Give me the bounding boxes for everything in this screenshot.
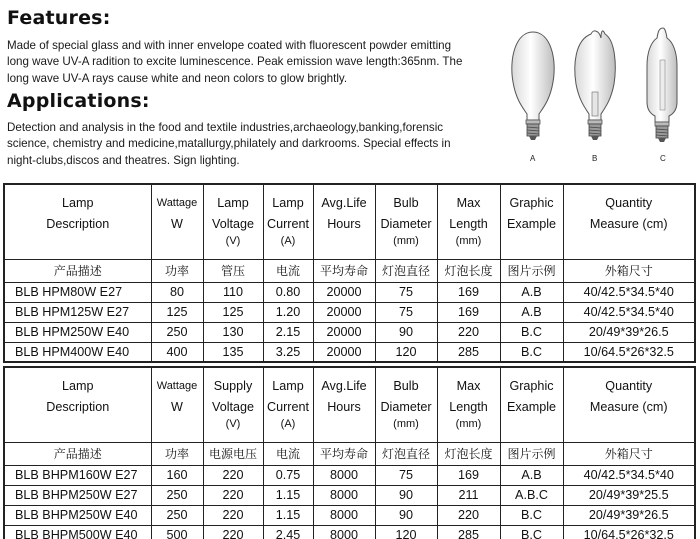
- cn-header-cell: 图片示例: [500, 259, 563, 282]
- bulb-a-icon: [512, 32, 554, 163]
- cell-graphic: A.B: [500, 302, 563, 322]
- cell-wattage: 160: [151, 465, 203, 485]
- features-line: Made of special glass and with inner envelope coated with fluorescent powder emitting: [7, 39, 452, 52]
- header-avg-life: Avg.Life Hours: [313, 367, 375, 442]
- cell-graphic: A.B: [500, 282, 563, 302]
- cell-graphic: B.C: [500, 525, 563, 539]
- features-line: long wave UV-A radition to excite luminescence. Peak emission wave length:365nm. The: [7, 55, 463, 69]
- cn-header-cell: 产品描述: [4, 442, 151, 465]
- cell-current: 1.20: [263, 302, 313, 322]
- cell-voltage: 220: [203, 525, 263, 539]
- cell-avg-life: 20000: [313, 322, 375, 342]
- header-graphic-example: Graphic Example: [500, 184, 563, 259]
- cell-diameter: 75: [375, 465, 437, 485]
- applications-line: Detection and analysis in the food and textile industries,archaeology,banking,forensic: [7, 121, 444, 134]
- header-lamp-description: Lamp Description: [4, 367, 151, 442]
- bulb-c-label: C: [660, 154, 666, 163]
- cn-header-cell: 功率: [151, 259, 203, 282]
- cn-header-cell: 图片示例: [500, 442, 563, 465]
- cell-length: 211: [437, 485, 500, 505]
- cell-voltage: 220: [203, 485, 263, 505]
- cell-current: 0.75: [263, 465, 313, 485]
- cell-quantity: 40/42.5*34.5*40: [563, 302, 695, 322]
- table-header-row: [4, 184, 695, 259]
- cell-quantity: 20/49*39*25.5: [563, 485, 695, 505]
- hpm-spec-table: [3, 183, 696, 363]
- header-lamp-voltage: Lamp Voltage (V): [203, 184, 263, 259]
- header-bulb-diameter: Bulb Diameter (mm): [375, 367, 437, 442]
- cell-voltage: 130: [203, 322, 263, 342]
- cell-length: 285: [437, 525, 500, 539]
- bulb-b-icon: [575, 31, 615, 163]
- table-row: [4, 465, 695, 485]
- cell-description: BLB BHPM500W E40: [4, 525, 151, 539]
- cell-voltage: 110: [203, 282, 263, 302]
- header-quantity-measure: Quantity Measure (cm): [563, 367, 695, 442]
- cn-header-cell: 灯泡长度: [437, 259, 500, 282]
- cn-header-cell: 管压: [203, 259, 263, 282]
- table-header-row: [4, 367, 695, 442]
- cell-quantity: 10/64.5*26*32.5: [563, 525, 695, 539]
- cell-wattage: 500: [151, 525, 203, 539]
- cell-description: BLB BHPM250W E40: [4, 505, 151, 525]
- header-supply-voltage: Supply Voltage (V): [203, 367, 263, 442]
- table-row: [4, 485, 695, 505]
- cell-wattage: 400: [151, 342, 203, 362]
- cell-quantity: 20/49*39*26.5: [563, 505, 695, 525]
- cell-avg-life: 20000: [313, 282, 375, 302]
- cell-voltage: 125: [203, 302, 263, 322]
- cn-header-cell: 外箱尺寸: [563, 259, 695, 282]
- cell-avg-life: 8000: [313, 525, 375, 539]
- cell-voltage: 220: [203, 465, 263, 485]
- cell-avg-life: 8000: [313, 465, 375, 485]
- header-bulb-diameter: Bulb Diameter (mm): [375, 184, 437, 259]
- cn-header-cell: 电流: [263, 259, 313, 282]
- cell-wattage: 250: [151, 485, 203, 505]
- cell-diameter: 120: [375, 342, 437, 362]
- cell-quantity: 10/64.5*26*32.5: [563, 342, 695, 362]
- cell-wattage: 250: [151, 322, 203, 342]
- cell-graphic: A.B: [500, 465, 563, 485]
- cell-graphic: B.C: [500, 342, 563, 362]
- table-row: [4, 342, 695, 362]
- cell-quantity: 20/49*39*26.5: [563, 322, 695, 342]
- applications-text: [7, 120, 497, 169]
- bulb-b-label: B: [592, 154, 598, 163]
- cell-length: 285: [437, 342, 500, 362]
- features-text: [7, 38, 497, 87]
- cn-header-cell: 外箱尺寸: [563, 442, 695, 465]
- cell-voltage: 135: [203, 342, 263, 362]
- header-max-length: Max Length (mm): [437, 184, 500, 259]
- cn-header-cell: 平均寿命: [313, 259, 375, 282]
- cell-description: BLB HPM80W E27: [4, 282, 151, 302]
- cell-current: 0.80: [263, 282, 313, 302]
- applications-heading: Applications:: [7, 90, 150, 112]
- cn-header-cell: 产品描述: [4, 259, 151, 282]
- cell-graphic: B.C: [500, 505, 563, 525]
- header-wattage: Wattage W: [151, 367, 203, 442]
- cell-avg-life: 8000: [313, 485, 375, 505]
- cn-header-cell: 平均寿命: [313, 442, 375, 465]
- bulb-illustrations: [505, 20, 695, 170]
- cell-description: BLB HPM250W E40: [4, 322, 151, 342]
- cell-wattage: 80: [151, 282, 203, 302]
- header-lamp-current: Lamp Current (A): [263, 367, 313, 442]
- cell-length: 220: [437, 322, 500, 342]
- table-row: [4, 322, 695, 342]
- cn-header-cell: 电源电压: [203, 442, 263, 465]
- cell-graphic: B.C: [500, 322, 563, 342]
- features-line: long wave UV-A rays cause white and neon colors to glow brightly.: [7, 71, 348, 85]
- cn-header-cell: 灯泡直径: [375, 442, 437, 465]
- header-avg-life: Avg.Life Hours: [313, 184, 375, 259]
- header-quantity-measure: Quantity Measure (cm): [563, 184, 695, 259]
- applications-line: science, chemistry and medicine,matallurgy,philately and darkrooms. Special effects in: [7, 137, 451, 151]
- cell-current: 3.25: [263, 342, 313, 362]
- cell-quantity: 40/42.5*34.5*40: [563, 282, 695, 302]
- applications-line: night-clubs,discos and theatres. Sign lighting.: [7, 153, 240, 167]
- table-row: [4, 302, 695, 322]
- cell-current: 2.45: [263, 525, 313, 539]
- cell-voltage: 220: [203, 505, 263, 525]
- cell-diameter: 75: [375, 282, 437, 302]
- cell-length: 220: [437, 505, 500, 525]
- cell-diameter: 90: [375, 322, 437, 342]
- cell-avg-life: 20000: [313, 302, 375, 322]
- header-lamp-description: Lamp Description: [4, 184, 151, 259]
- table-header-cn-row: [4, 442, 695, 465]
- features-heading: Features:: [7, 7, 111, 29]
- table-row: [4, 505, 695, 525]
- table-row: [4, 525, 695, 539]
- bulb-a-label: A: [530, 154, 536, 163]
- cell-length: 169: [437, 465, 500, 485]
- cell-diameter: 120: [375, 525, 437, 539]
- header-wattage: Wattage W: [151, 184, 203, 259]
- cell-wattage: 125: [151, 302, 203, 322]
- table-header-cn-row: [4, 259, 695, 282]
- cell-current: 1.15: [263, 505, 313, 525]
- cn-header-cell: 功率: [151, 442, 203, 465]
- cell-graphic: A.B.C: [500, 485, 563, 505]
- header-lamp-current: Lamp Current (A): [263, 184, 313, 259]
- cell-length: 169: [437, 282, 500, 302]
- cell-diameter: 75: [375, 302, 437, 322]
- cell-avg-life: 8000: [313, 505, 375, 525]
- cn-header-cell: 灯泡长度: [437, 442, 500, 465]
- bulb-c-icon: [647, 28, 677, 163]
- cn-header-cell: 电流: [263, 442, 313, 465]
- bhpm-spec-table: [3, 366, 696, 539]
- cell-description: BLB HPM125W E27: [4, 302, 151, 322]
- table-row: [4, 282, 695, 302]
- cell-current: 2.15: [263, 322, 313, 342]
- header-graphic-example: Graphic Example: [500, 367, 563, 442]
- cell-wattage: 250: [151, 505, 203, 525]
- cell-diameter: 90: [375, 485, 437, 505]
- cell-length: 169: [437, 302, 500, 322]
- cn-header-cell: 灯泡直径: [375, 259, 437, 282]
- cell-avg-life: 20000: [313, 342, 375, 362]
- cell-description: BLB BHPM160W E27: [4, 465, 151, 485]
- cell-current: 1.15: [263, 485, 313, 505]
- header-max-length: Max Length (mm): [437, 367, 500, 442]
- cell-description: BLB BHPM250W E27: [4, 485, 151, 505]
- cell-description: BLB HPM400W E40: [4, 342, 151, 362]
- cell-diameter: 90: [375, 505, 437, 525]
- cell-quantity: 40/42.5*34.5*40: [563, 465, 695, 485]
